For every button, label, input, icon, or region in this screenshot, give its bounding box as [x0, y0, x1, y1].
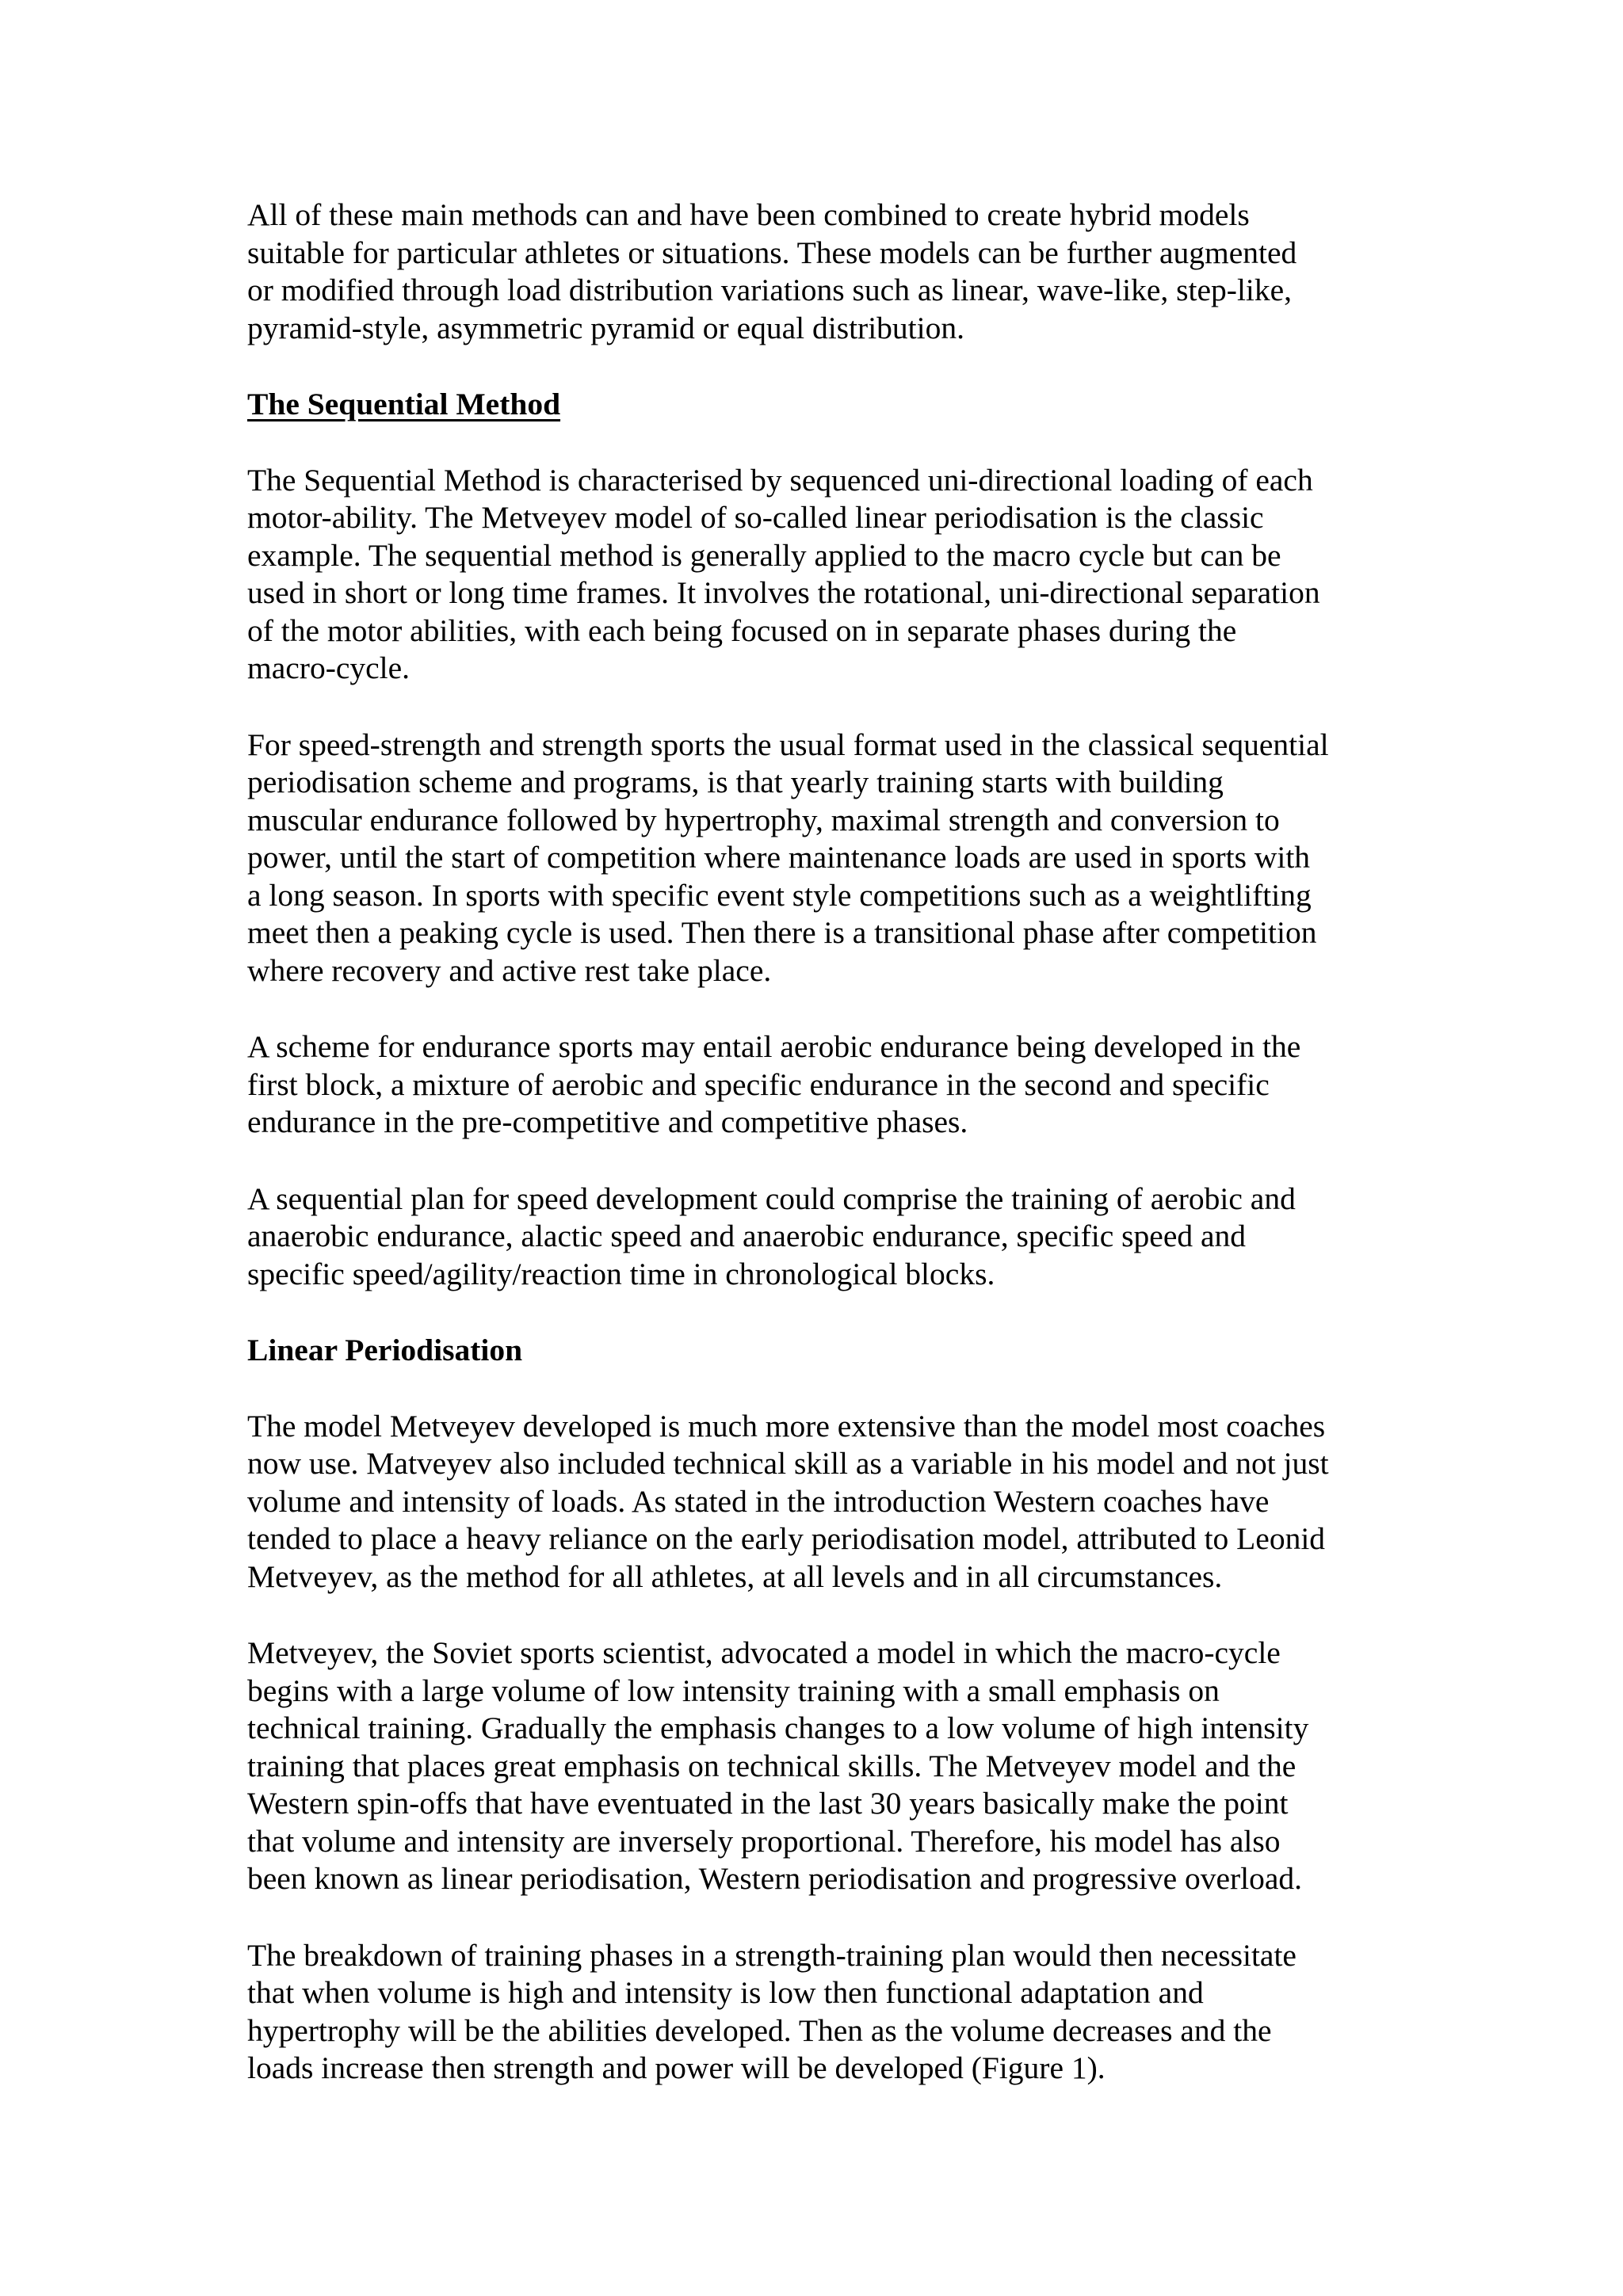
- text-line: The breakdown of training phases in a strength-training plan would then necessitate: [247, 1937, 1296, 1973]
- text-line: meet then a peaking cycle is used. Then there is a transitional phase after competition: [247, 915, 1317, 950]
- paragraph-speed-plan: [247, 1180, 1420, 1294]
- paragraph-training-phases: [247, 1937, 1420, 2088]
- text-line: The Sequential Method is characterised by sequenced uni-directional loading of each: [247, 462, 1313, 498]
- text-line: that when volume is high and intensity is low then functional adaptation and: [247, 1975, 1204, 2010]
- text-line: A scheme for endurance sports may entail aerobic endurance being developed in the: [247, 1029, 1301, 1064]
- paragraph-sequential-definition: [247, 462, 1420, 688]
- text-line: All of these main methods can and have been combined to create hybrid models: [247, 197, 1250, 232]
- text-line: used in short or long time frames. It involves the rotational, uni-directional separation: [247, 575, 1320, 610]
- text-line: Western spin-offs that have eventuated in the last 30 years basically make the point: [247, 1786, 1289, 1821]
- text-line: first block, a mixture of aerobic and specific endurance in the second and specific: [247, 1066, 1270, 1102]
- text-line: begins with a large volume of low intensity training with a small emphasis on: [247, 1672, 1220, 1708]
- paragraph-endurance-scheme: [247, 1028, 1420, 1142]
- text-line: technical training. Gradually the emphasis changes to a low volume of high intensity: [247, 1711, 1309, 1745]
- text-line: example. The sequential method is generally applied to the macro cycle but can be: [247, 537, 1281, 573]
- text-line: been known as linear periodisation, Western periodisation and progressive overload.: [247, 1861, 1303, 1896]
- text-line: periodisation scheme and programs, is that yearly training starts with building: [247, 765, 1224, 799]
- paragraph-intro: [247, 196, 1420, 347]
- text-line: The model Metveyev developed is much more extensive than the model most coaches: [247, 1408, 1326, 1444]
- text-line: Metveyev, the Soviet sports scientist, advocated a model in which the macro-cycle: [247, 1635, 1281, 1670]
- paragraph-soviet-scientist: [247, 1634, 1420, 1898]
- paragraph-speed-strength: [247, 727, 1420, 990]
- text-line: of the motor abilities, with each being focused on in separate phases during the: [247, 612, 1237, 648]
- text-line: that volume and intensity are inversely proportional. Therefore, his model has also: [247, 1823, 1281, 1859]
- text-line: For speed-strength and strength sports the usual format used in the classical sequential: [247, 727, 1329, 762]
- text-line: power, until the start of competition where maintenance loads are used in sports with: [247, 840, 1311, 875]
- text-line: macro-cycle.: [247, 650, 411, 685]
- text-line: tended to place a heavy reliance on the early periodisation model, attributed to Leonid: [247, 1521, 1326, 1556]
- text-line: volume and intensity of loads. As stated in the introduction Western coaches have: [247, 1483, 1270, 1519]
- text-line: where recovery and active rest take place.: [247, 952, 772, 988]
- text-line: loads increase then strength and power will be developed (Figure 1).: [247, 2050, 1106, 2085]
- document-page: [247, 196, 1420, 2126]
- text-line: training that places great emphasis on technical skills. The Metveyev model and the: [247, 1748, 1296, 1783]
- text-line: suitable for particular athletes or situations. These models can be further augmented: [247, 235, 1297, 270]
- text-line: now use. Matveyev also included technical skill as a variable in his model and not just: [247, 1446, 1329, 1481]
- heading-linear-periodisation: Linear Periodisation: [247, 1333, 523, 1367]
- text-line: pyramid-style, asymmetric pyramid or equal distribution.: [247, 310, 965, 345]
- text-line: motor-ability. The Metveyev model of so-called linear periodisation is the classic: [247, 500, 1264, 535]
- text-line: muscular endurance followed by hypertrophy, maximal strength and conversion to: [247, 802, 1280, 837]
- text-line: endurance in the pre-competitive and competitive phases.: [247, 1104, 968, 1139]
- text-line: Metveyev, as the method for all athletes, at all levels and in all circumstances.: [247, 1558, 1223, 1594]
- text-line: or modified through load distribution variations such as linear, wave-like, step-like,: [247, 273, 1293, 307]
- text-line: A sequential plan for speed development could comprise the training of aerobic and: [247, 1180, 1296, 1216]
- heading-sequential-method: The Sequential Method: [247, 387, 561, 421]
- text-line: specific speed/agility/reaction time in chronological blocks.: [247, 1256, 995, 1291]
- text-line: hypertrophy will be the abilities developed. Then as the volume decreases and the: [247, 2012, 1272, 2048]
- text-line: anaerobic endurance, alactic speed and anaerobic endurance, specific speed and: [247, 1219, 1247, 1253]
- paragraph-metveyev-model: [247, 1408, 1420, 1596]
- text-line: a long season. In sports with specific event style competitions such as a weightlifting: [247, 877, 1312, 913]
